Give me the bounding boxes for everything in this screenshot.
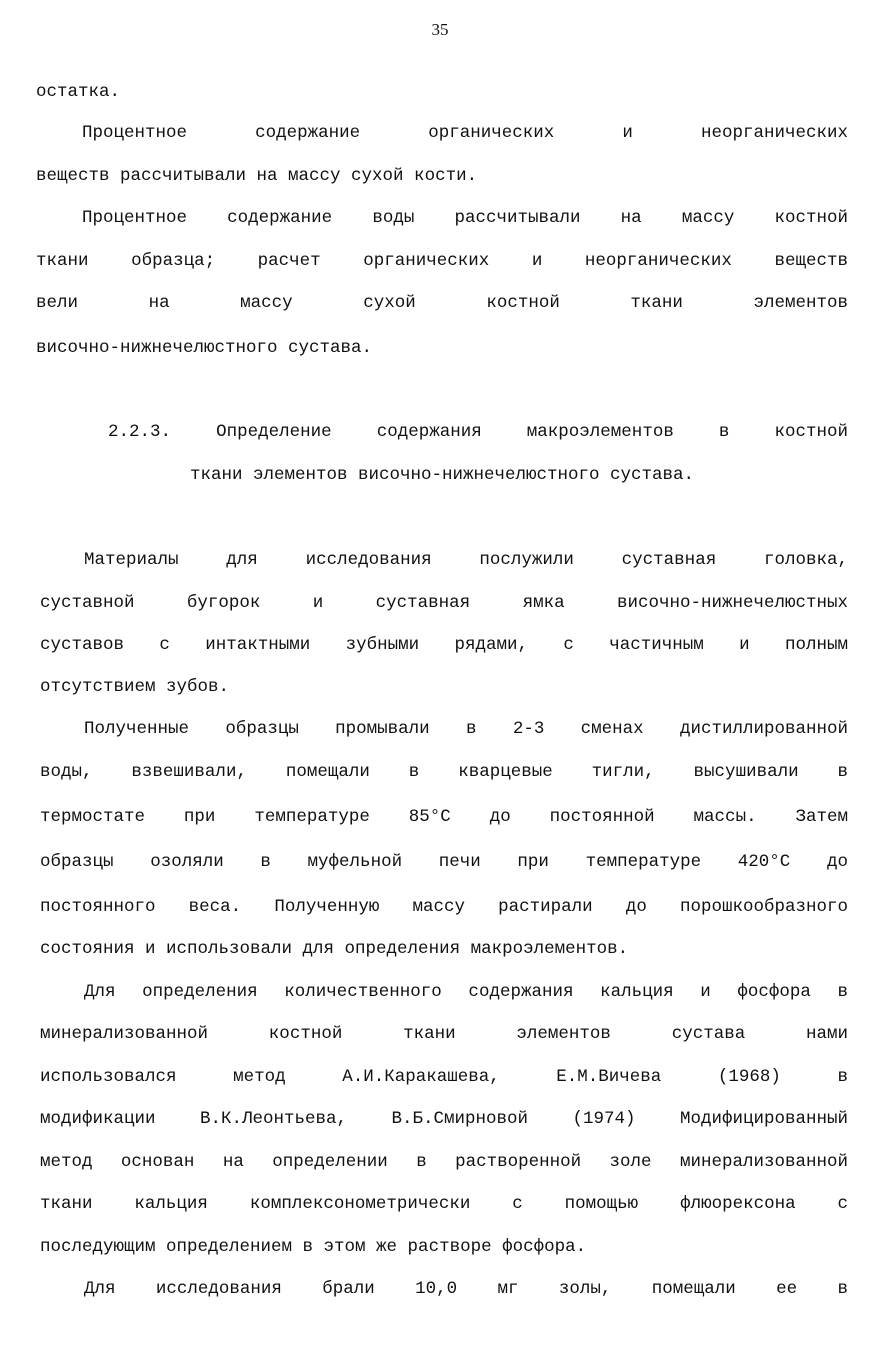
text-line: Процентное содержание органических и неорганических: [82, 123, 848, 143]
text-line: отсутствием зубов.: [40, 677, 230, 697]
text-line: Для исследования брали 10,0 мг золы, помещали ее в: [84, 1279, 848, 1299]
text-line: суставов с интактными зубными рядами, с частичным и полным: [40, 635, 848, 655]
text-line: суставной бугорок и суставная ямка височно-нижнечелюстных: [40, 593, 848, 613]
page-number: 35: [431, 20, 449, 39]
text-line: ткани образца; расчет органических и неорганических веществ: [36, 251, 848, 271]
text-line: постоянного веса. Полученную массу растирали до порошкообразного: [40, 897, 848, 917]
text-line: состояния и использовали для определения макроэлементов.: [40, 939, 629, 959]
text-line: использовался метод А.И.Каракашева, Е.М.Вичева (1968) в: [40, 1067, 848, 1087]
text-line: метод основан на определении в растворенной золе минерализованной: [40, 1152, 848, 1172]
text-line: ткани элементов височно-нижнечелюстного сустава.: [189, 465, 695, 485]
text-line: Для определения количественного содержания кальция и фосфора в: [84, 982, 848, 1002]
text-line: вели на массу сухой костной ткани элементов: [36, 293, 848, 313]
text-line: Полученные образцы промывали в 2-3 сменах дистиллированной: [84, 719, 848, 739]
text-line: модификации В.К.Леонтьева, В.Б.Смирновой (1974) Модифицированный: [40, 1109, 848, 1129]
text-line: ткани кальция комплексонометрически с помощью флюорексона с: [40, 1194, 848, 1214]
text-line: Процентное содержание воды рассчитывали на массу костной: [82, 208, 848, 228]
text-line: минерализованной костной ткани элементов сустава нами: [40, 1024, 848, 1044]
text-line: воды, взвешивали, помещали в кварцевые тигли, высушивали в: [40, 762, 848, 782]
text-line: образцы озоляли в муфельной печи при температуре 420°С до: [40, 852, 848, 872]
text-line: веществ рассчитывали на массу сухой кости.: [36, 166, 478, 186]
text-line: остатка.: [36, 82, 121, 102]
text-line: височно-нижнечелюстного сустава.: [36, 338, 373, 358]
text-line: термостате при температуре 85°С до постоянной массы. Затем: [40, 807, 848, 827]
text-line: Материалы для исследования послужили суставная головка,: [84, 550, 848, 570]
text-line: 2.2.3. Определение содержания макроэлементов в костной: [108, 422, 848, 442]
text-line: последующим определением в этом же растворе фосфора.: [40, 1237, 587, 1257]
